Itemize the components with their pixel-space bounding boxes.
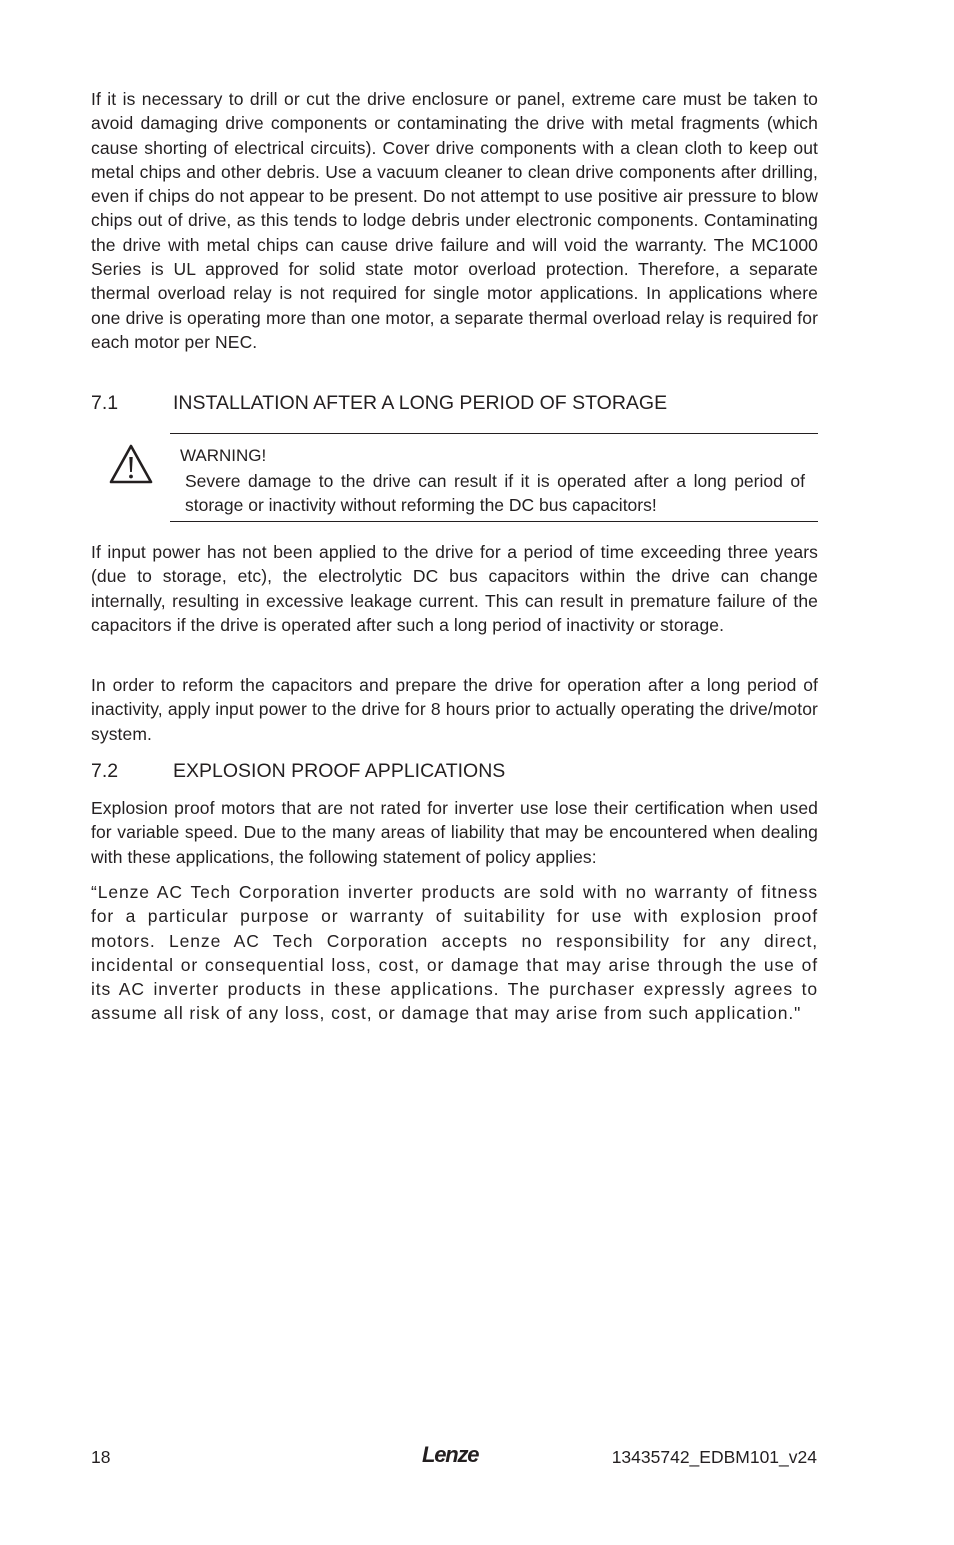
section-heading-7-1 [91,391,667,415]
section-number: 7.2 [91,760,119,782]
page-number: 18 [91,1447,111,1467]
section-title: EXPLOSION PROOF APPLICATIONS [173,760,506,782]
policy-statement: “Lenze AC Tech Corporation inverter products are sold with no warranty of fitness for a particular purpose or warranty of suitability for use with explosion proof motors. Lenze AC Tech Corporation accepts no responsibility for any direct, incidental or consequential loss, cost, or damage that may arise through the use of its AC inverter products in these applications. The purchaser expressly agrees to assume all risk of any loss, cost, or damage that may arise from such application." [91,882,818,1024]
warning-text: Severe damage to the drive can result if it is operated after a long period of storage or inactivity without reforming the DC bus capacitors! [185,471,805,515]
warning-triangle-icon [108,443,154,485]
section-title: INSTALLATION AFTER A LONG PERIOD OF STORAGE [173,392,668,414]
section-number: 7.1 [91,392,119,414]
warning-box [170,433,818,522]
section-heading-7-2 [91,759,505,783]
explosion-paragraph-1: Explosion proof motors that are not rated for inverter use lose their certification when used for variable speed. Due to the many areas of liability that may be encountered when dealing with these applications, the following statement of policy applies: [91,798,818,867]
warning-title: WARNING! [180,446,267,465]
intro-paragraph: If it is necessary to drill or cut the drive enclosure or panel, extreme care must be taken to avoid damaging drive components or contaminating the drive with metal fragments (which cause shorting of electrical circuits). Cover drive components with a clean cloth to keep out metal chips and other debris. Use a vacuum cleaner to clean drive components after drilling, even if chips do not appear to be present. Do not attempt to use positive air pressure to blow chips out of drive, as this tends to lodge debris under electronic components. Contaminating the drive with metal chips can cause drive failure and will void the warranty. The MC1000 Series is UL approved for solid state motor overload protection. Therefore, a separate thermal overload relay is not required for single motor applications. In applications where one drive is operating more than one motor, a separate thermal overload relay is required for each motor per NEC. [91,89,818,352]
lenze-logo: Lenze [422,1442,479,1467]
storage-paragraph-2: In order to reform the capacitors and prepare the drive for operation after a long period of inactivity, apply input power to the drive for 8 hours prior to actually operating the drive/motor system. [91,675,818,744]
document-id: 13435742_EDBM101_v24 [611,1447,817,1467]
storage-paragraph-1: If input power has not been applied to the drive for a period of time exceeding three years (due to storage, etc), the electrolytic DC bus capacitors within the drive can change internally, resulting in excessive leakage current. This can result in premature failure of the capacitors if the drive is operated after such a long period of inactivity or storage. [91,542,818,635]
